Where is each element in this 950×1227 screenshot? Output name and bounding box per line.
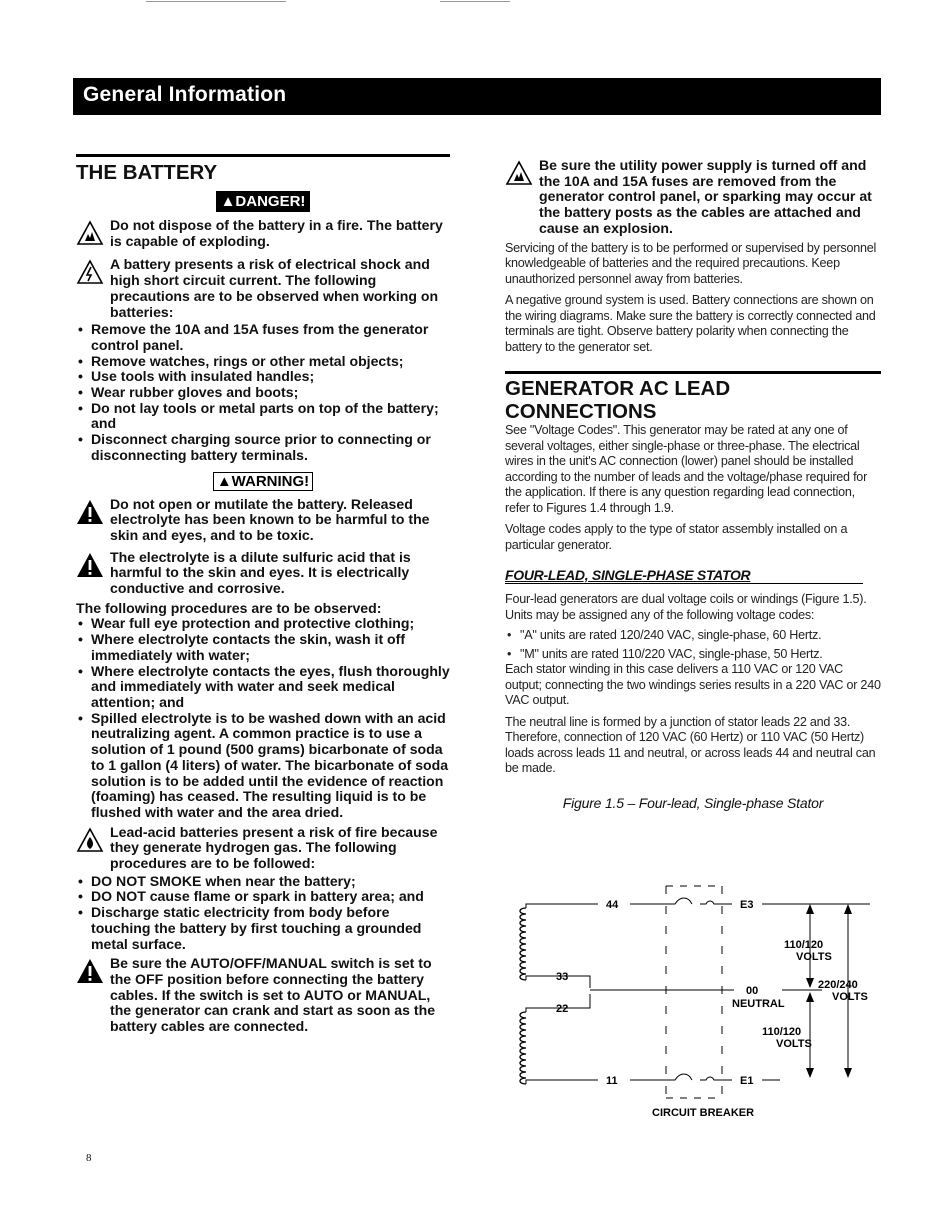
- right-column: [505, 158, 881, 811]
- neutral-number-label: 00: [746, 985, 759, 997]
- list-item: • Spilled electrolyte is to be washed down with an acid neutralizing agent. A common practice is to use a solution of 1 pound (500 grams) bicarbonate of soda to 1 gallon (4 liters) of water. The bicarbonate of soda solution is to be added until the evidence of reaction (foaming) has ceased. The resulting liquid is to be flushed with water and the area dried.: [76, 711, 450, 821]
- procedures-intro: The following procedures are to be observed:: [76, 599, 382, 616]
- lead-33-label: 33: [556, 971, 569, 983]
- upper-voltage-label: 110/120: [784, 939, 824, 951]
- fire-risk-warning: Lead-acid batteries present a risk of fire because they generate hydrogen gas. The following procedures are to be followed:: [76, 825, 450, 872]
- list-item: • Wear full eye protection and protective clothing;: [76, 616, 450, 632]
- electrolyte-procedures-list: [76, 616, 450, 820]
- e3-label: E3: [740, 899, 754, 911]
- stator-type-paragraph: Voltage codes apply to the type of stator assembly installed on a particular generator.: [505, 522, 848, 552]
- warning-solid-icon: [76, 958, 106, 986]
- total-voltage-unit: VOLTS: [832, 991, 868, 1003]
- lead-22-label: 22: [556, 1003, 569, 1015]
- warning-badge: ▲WARNING!: [213, 472, 313, 491]
- list-item: • "M" units are rated 110/220 VAC, single-phase, 50 Hertz.: [505, 647, 881, 663]
- lower-voltage-label: 110/120: [762, 1026, 802, 1038]
- figure-caption: Figure 1.5 – Four-lead, Single-phase Stator: [562, 794, 824, 811]
- acid-warning: The electrolyte is a dilute sulfuric acid that is harmful to the skin and eyes. It is electrically conductive and corrosive.: [76, 550, 450, 597]
- neutral-line-paragraph: The neutral line is formed by a junction of stator leads 22 and 33. Therefore, connection of 120 VAC (60 Hertz) or 110 VAC (50 Hertz) loads across leads 11 and neutral, or across leads 44 and neutral can be made.: [505, 714, 876, 776]
- upper-coil: [520, 908, 526, 980]
- voltage-codes-paragraph: See "Voltage Codes". This generator may be rated at any one of several voltages, either single-phase or three-phase. The electrical wires in the unit's AC connection (lower) panel should be installed according to the number of leads and the voltage/phase required for the application. If there is any question regarding lead connection, refer to Figures 1.4 through 1.9.: [505, 423, 868, 515]
- danger-fire-warning: Do not dispose of the battery in a fire. The battery is capable of exploding.: [76, 218, 450, 249]
- section-header-title: General Information: [83, 83, 287, 106]
- lower-coil: [520, 1012, 526, 1084]
- warning-triangle-icon: ▲: [216, 472, 232, 490]
- list-item: • Where electrolyte contacts the skin, wash it off immediately with water;: [76, 632, 450, 663]
- explosion-hazard-icon: [76, 220, 106, 248]
- neutral-label: NEUTRAL: [732, 998, 785, 1010]
- ground-paragraph: A negative ground system is used. Battery connections are shown on the wiring diagrams. Make sure the battery is correctly connected and terminals are tight. Observe battery polarity when connecting the battery to the generator set.: [505, 293, 876, 354]
- electrical-shock-icon: [76, 259, 106, 287]
- four-lead-paragraph: Four-lead generators are dual voltage coils or windings (Figure 1.5). Units may be assigned any of the following voltage codes:: [505, 592, 867, 622]
- circuit-breaker-label: CIRCUIT BREAKER: [652, 1107, 755, 1119]
- warning-solid-icon: [76, 499, 106, 527]
- lead-11-label: 11: [606, 1075, 618, 1087]
- left-column: [76, 154, 450, 1035]
- list-item: • Use tools with insulated handles;: [76, 369, 450, 385]
- battery-precautions-list: [76, 322, 450, 463]
- list-item: • Remove the 10A and 15A fuses from the generator control panel.: [76, 322, 450, 353]
- list-item: • DO NOT cause flame or spark in battery area; and: [76, 889, 450, 905]
- electrolyte-warning: Do not open or mutilate the battery. Released electrolyte has been known to be harmful to the skin and eyes, and to be toxic.: [76, 497, 450, 544]
- top-border-line: [146, 1, 286, 2]
- voltage-codes-list: [505, 628, 881, 662]
- list-item: • "A" units are rated 120/240 VAC, single-phase, 60 Hertz.: [505, 628, 881, 644]
- page-number: 8: [86, 1152, 92, 1164]
- e1-label: E1: [740, 1075, 754, 1087]
- warning-badge-wrap: [76, 472, 450, 491]
- lower-voltage-unit: VOLTS: [776, 1038, 812, 1050]
- section-rule: [505, 371, 881, 374]
- warning-solid-icon: [76, 552, 106, 580]
- list-item: • Do not lay tools or metal parts on top of the battery; and: [76, 401, 450, 432]
- fire-procedures-list: [76, 874, 450, 953]
- section-rule: [76, 154, 450, 157]
- top-border-line: [440, 1, 510, 2]
- danger-shock-warning: A battery presents a risk of electrical shock and high short circuit current. The following precautions are to be observed when working on batteries:: [76, 257, 450, 320]
- warning-triangle-icon: ▲: [220, 193, 236, 210]
- list-item: • Wear rubber gloves and boots;: [76, 385, 450, 401]
- fire-hazard-icon: [76, 827, 106, 855]
- section-header-bar: [73, 78, 881, 115]
- list-item: • Discharge static electricity from body before touching the battery by first touching a grounded metal surface.: [76, 905, 450, 952]
- ac-lead-section-title: GENERATOR AC LEAD CONNECTIONS: [505, 377, 731, 424]
- switch-warning: Be sure the AUTO/OFF/MANUAL switch is set to the OFF position before connecting the battery cables. If the switch is set to AUTO or MANUAL, the generator can crank and start as soon as the battery cables are connected.: [76, 956, 450, 1035]
- danger-badge-wrap: [76, 191, 450, 212]
- danger-badge: ▲DANGER!: [216, 191, 311, 212]
- winding-output-paragraph: Each stator winding in this case delivers a 110 VAC or 120 VAC output; connecting the two windings series results in a 220 VAC or 240 VAC output.: [505, 662, 881, 708]
- servicing-paragraph: Servicing of the battery is to be performed or supervised by personnel knowledgeable of batteries and the required precautions. Keep unauthorized personnel away from batteries.: [505, 240, 877, 286]
- four-lead-subtitle: FOUR-LEAD, SINGLE-PHASE STATOR: [505, 567, 751, 584]
- lead-44-label: 44: [606, 899, 619, 911]
- list-item: • Remove watches, rings or other metal objects;: [76, 354, 450, 370]
- list-item: • Disconnect charging source prior to connecting or disconnecting battery terminals.: [76, 432, 450, 463]
- battery-section-title: THE BATTERY: [76, 161, 218, 184]
- subtitle-rule: [505, 583, 863, 584]
- upper-voltage-unit: VOLTS: [796, 951, 832, 963]
- stator-wiring-diagram: [510, 876, 870, 1126]
- breaker-bottom-contact: [670, 1074, 692, 1080]
- list-item: • DO NOT SMOKE when near the battery;: [76, 874, 450, 890]
- total-voltage-label: 220/240: [818, 979, 858, 991]
- list-item: • Where electrolyte contacts the eyes, flush thoroughly and immediately with water and seek medical attention; and: [76, 664, 450, 711]
- utility-power-warning: Be sure the utility power supply is turned off and the 10A and 15A fuses are removed from the generator control panel, or sparking may occur at the battery posts as the cables are attached and cause an explosion.: [505, 158, 881, 237]
- breaker-top-contact: [670, 898, 692, 904]
- explosion-hazard-icon: [505, 160, 535, 188]
